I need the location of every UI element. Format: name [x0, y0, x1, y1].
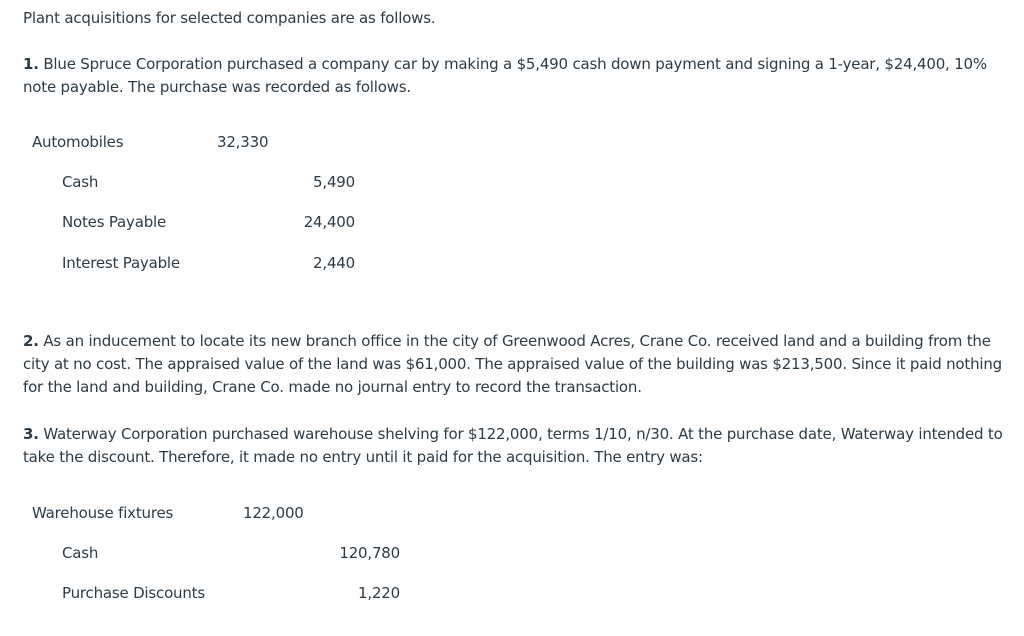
entry-1-credit-interest-payable: 2,440 — [313, 254, 355, 272]
entry-3-account-purchase-discounts: Purchase Discounts — [62, 584, 205, 602]
item-3-paragraph — [23, 423, 1014, 469]
item-3-text: Waterway Corporation purchased warehouse shelving for $122,000, terms 1/10, n/30. At the purchase date, Waterway intended to take the discount. Therefore, it made no entry until it paid for the acquisition. The entry was: — [23, 425, 1003, 466]
item-1-text: Blue Spruce Corporation purchased a company car by making a $5,490 cash down payment and signing a 1-year, $24,400, 10% note payable. The purchase was recorded as follows. — [23, 55, 987, 96]
entry-1-credit-cash: 5,490 — [313, 173, 355, 191]
entry-3-debit-warehouse-fixtures: 122,000 — [243, 504, 304, 522]
entry-3-credit-cash: 120,780 — [339, 544, 400, 562]
entry-1-credit-notes-payable: 24,400 — [303, 213, 355, 231]
entry-3-credit-purchase-discounts: 1,220 — [358, 584, 400, 602]
entry-3-account-warehouse-fixtures: Warehouse fixtures — [32, 504, 174, 522]
entry-1-account-notes-payable: Notes Payable — [62, 213, 167, 231]
item-1-paragraph — [23, 53, 1014, 99]
entry-3-account-cash: Cash — [62, 544, 99, 562]
entry-1-debit-automobiles: 32,330 — [217, 133, 269, 151]
intro-text: Plant acquisitions for selected companies are as follows. — [23, 9, 436, 27]
entry-1-account-interest-payable: Interest Payable — [62, 254, 180, 272]
item-2-paragraph — [23, 330, 1014, 399]
item-2-text: As an inducement to locate its new branch office in the city of Greenwood Acres, Crane Co. received land and a building from the city at no cost. The appraised value of the land was $61,000. The appraised value of the building was $213,500. Since it paid nothing for the land and building, Crane Co. made no journal entry to record the transaction. — [23, 332, 1002, 396]
item-1-number: 1. — [23, 55, 39, 73]
item-2-number: 2. — [23, 332, 39, 350]
item-3-number: 3. — [23, 425, 39, 443]
entry-1-account-automobiles: Automobiles — [32, 133, 124, 151]
entry-1-account-cash: Cash — [62, 173, 99, 191]
